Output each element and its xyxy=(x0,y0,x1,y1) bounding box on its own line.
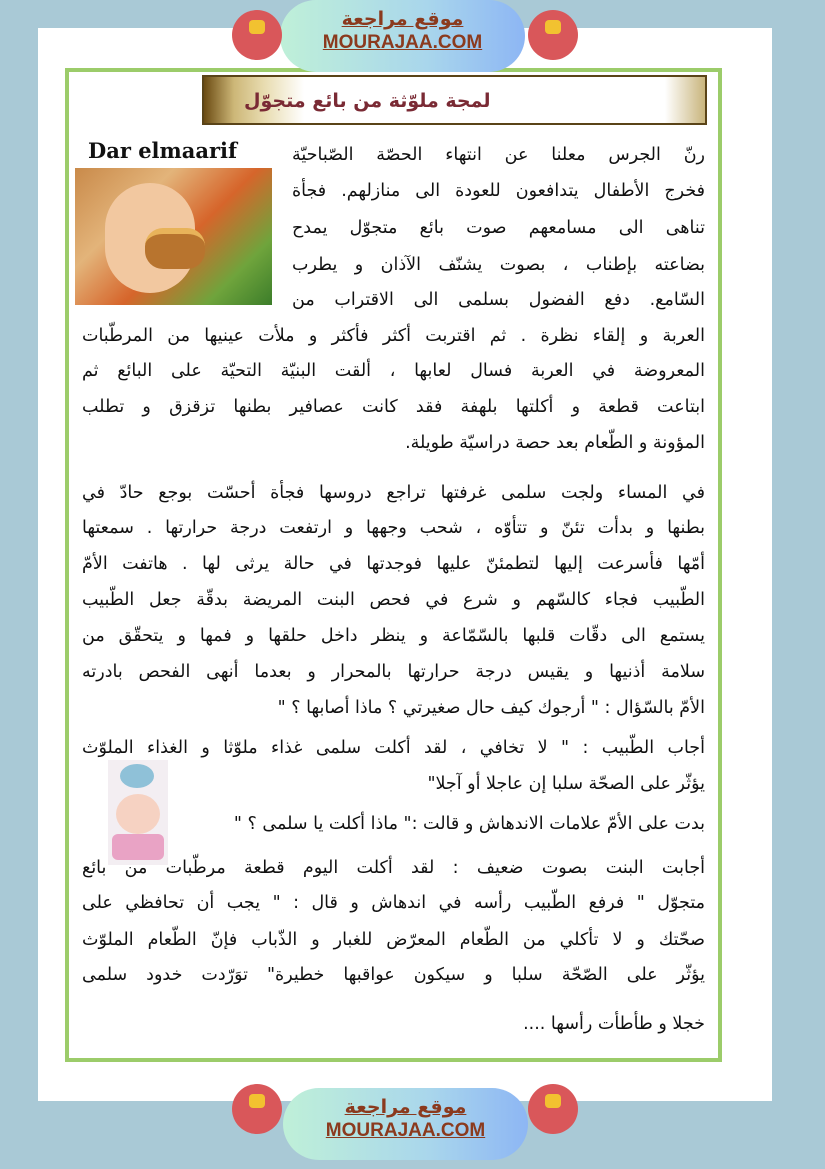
story-line: يؤثّر على الصّحّة سلبا و سيكون عواقبها خطيرة" توَرّدت خدود سلمى xyxy=(82,965,705,985)
publisher-label: Dar elmaarif xyxy=(88,138,238,163)
site-banner-top[interactable] xyxy=(280,0,525,72)
story-title: لمجة ملوّثة من بائع متجوّل xyxy=(244,90,491,112)
site-logo-badge xyxy=(232,10,282,60)
story-line: خجلا و طأطأت رأسها .... xyxy=(523,1014,705,1034)
story-line: في المساء ولجت سلمى غرفتها تراجع دروسها فجأة أحسّت بوجع حادّ في xyxy=(82,483,705,503)
story-line: متجوّل " فرفع الطّبيب رأسه في اندهاش و قال : " يجب أن تحافظي على xyxy=(82,893,705,913)
site-logo-badge xyxy=(232,1084,282,1134)
site-banner-bottom[interactable] xyxy=(283,1088,528,1160)
site-name-arabic: موقع مراجعة xyxy=(341,8,464,30)
story-line: الأمّ بالسّؤال : " أرجوك كيف حال صغيرتي ؟ ماذا أصابها ؟ " xyxy=(277,698,705,718)
story-line: أجاب الطّبيب : " لا تخافي ، لقد أكلت سلمى غذاء ملوّثا و الغذاء الملوّث xyxy=(82,738,705,758)
book-icon xyxy=(545,20,561,34)
story-line: رنّ الجرس معلنا عن انتهاء الحصّة الصّباحيّة xyxy=(292,145,705,165)
child-eating-burger-image xyxy=(75,168,272,305)
story-line: العربة و إلقاء نظرة . ثم اقتربت أكثر فأكثر و ملأت عينيها من المرطّبات xyxy=(82,326,705,346)
book-icon xyxy=(545,1094,561,1108)
story-line: الطّبيب فجاء كالسّهم و شرع في فحص البنت المريضة بدقّة جعل الطّبيب xyxy=(82,590,705,610)
book-icon xyxy=(249,1094,265,1108)
site-name-arabic: موقع مراجعة xyxy=(344,1096,467,1118)
story-line: فخرج الأطفال يتدافعون للعودة الى منازلهم. فجأة xyxy=(292,181,705,201)
story-line: تناهى الى مسامعهم صوت بائع متجوّل يمدح xyxy=(292,218,705,238)
story-line: يستمع الى دقّات قلبها بالسّمّاعة و ينظر داخل حلقها و فمها و يتحقّق من xyxy=(82,626,705,646)
story-line: صحّتك و لا تأكلي من الطّعام المعرّض للغبار و الذّباب فإنّ الطّعام الملوّث xyxy=(82,930,705,950)
site-logo-badge xyxy=(528,10,578,60)
story-line: سلامة أذنيها و يقيس درجة حرارتها بالمحرار و بعدما أنهى الفحص بادرته xyxy=(82,662,705,682)
story-line: بدت على الأمّ علامات الاندهاش و قالت :" ماذا أكلت يا سلمى ؟ " xyxy=(233,814,705,834)
site-logo-badge xyxy=(528,1084,578,1134)
book-icon xyxy=(249,20,265,34)
story-line: يؤثّر على الصحّة سلبا إن عاجلا أو آجلا" xyxy=(427,774,705,794)
story-line: ابتاعت قطعة و أكلتها بلهفة فقد كانت عصافير بطنها تزقزق و تطلب xyxy=(82,397,705,417)
site-name-latin: MOURAJAA.COM xyxy=(325,1120,486,1141)
story-line: السّامع. دفع الفضول بسلمى الى الاقتراب من xyxy=(292,290,705,310)
title-banner xyxy=(202,75,707,125)
story-line: بطنها و بدأت تئنّ و تتأوّه ، شحب وجهها و ارتفعت درجة حرارتها . سمعتها xyxy=(82,518,705,538)
story-line: المؤونة و الطّعام بعد حصة دراسيّة طويلة. xyxy=(405,433,705,453)
story-line: أمّها فأسرعت إليها لتطمئنّ عليها فوجدتها في حالة يرثى لها . هاتفت الأمّ xyxy=(82,554,705,574)
story-line: بضاعته بإطناب ، بصوت يشنّف الآذان و يطرب xyxy=(292,255,705,275)
sick-girl-image xyxy=(108,760,168,865)
site-name-latin: MOURAJAA.COM xyxy=(322,32,483,53)
story-line: أجابت البنت بصوت ضعيف : لقد أكلت اليوم قطعة مرطّبات من بائع xyxy=(82,858,705,878)
story-line: المعروضة في العربة فسال لعابها ، ألقت البنيّة التحيّة على البائع ثم xyxy=(82,361,705,381)
